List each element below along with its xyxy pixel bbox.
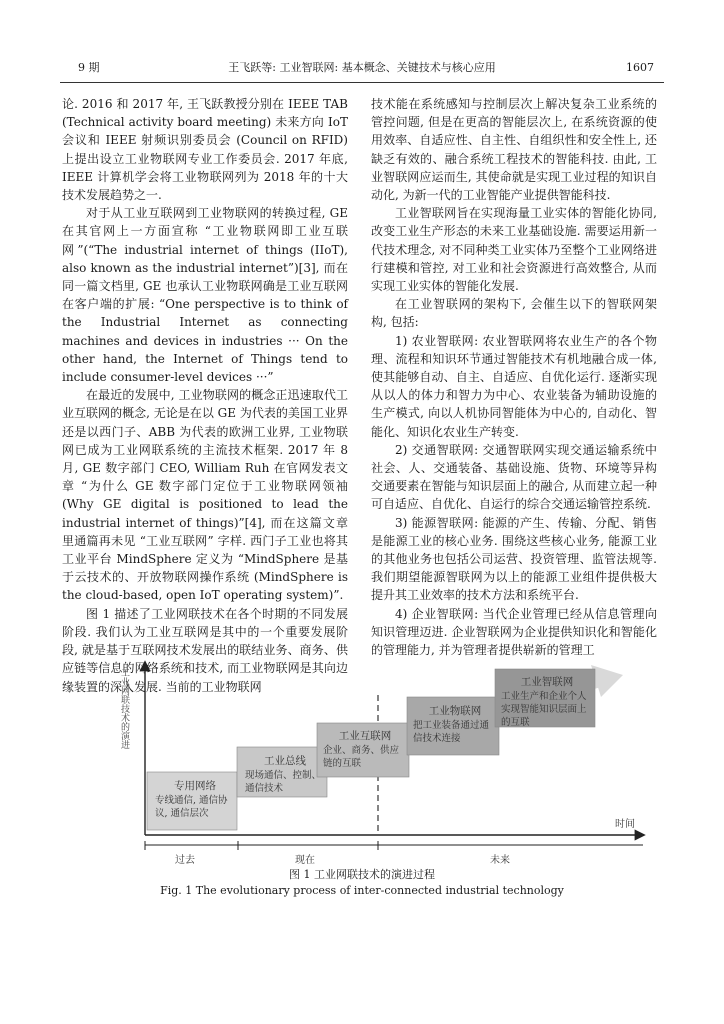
stage-desc: 工业生产和企业个人实现智能知识层面上的互联	[501, 691, 587, 728]
paragraph: 对于从工业互联网到工业物联网的转换过程, GE 在其官网上一方面宣称 “工业物联网即工业互联网”(“The industrial internet of things (IIoT), also known as the industrial internet”)[3], 而在同一篇文档里, GE 也承认工业物联网确是工业互联网在客户端的扩展: “One perspective is to think of the Industrial Internet as connecting machines and devices in industries ··· On the other hand, the Internet of Things tend to include consumer-level devices ···”	[62, 206, 348, 385]
paragraph: 工业智联网旨在实现海量工业实体的智能化协同, 改变工业生产形态的未来工业基础设施. 需要运用新一代技术理念, 对不同种类工业实体乃至整个工业网络进行建模和管控, 对工业和社会资源进行高效整合, 从而实现工业实体的智能化发展.	[371, 206, 657, 294]
right-column	[371, 95, 657, 659]
running-header	[60, 58, 664, 78]
paragraph: 4) 企业智联网: 当代企业管理已经从信息管理向知识管理迈进. 企业智联网为企业提供知识化和智能化的管理能力, 并为管理者提供崭新的管理工	[371, 606, 657, 658]
stage-title: 专用网络	[174, 780, 216, 792]
figure-caption-en: Fig. 1 The evolutionary process of inter-connected industrial technology	[160, 884, 564, 897]
time-label-past: 过去	[175, 855, 195, 866]
stage-title: 工业物联网	[428, 705, 482, 717]
time-label-present: 现在	[295, 855, 315, 866]
left-column	[62, 95, 348, 696]
stage-4	[413, 704, 497, 745]
running-title: 王飞跃等: 工业智联网: 基本概念、关键技术与核心应用	[228, 61, 496, 74]
issue-number: 9 期	[78, 61, 100, 74]
paragraph: 2) 交通智联网: 交通智联网实现交通运输系统中社会、人、交通装备、基础设施、货物、环境等异构交通要素在智能与知识层面上的融合, 从而建立起一种可自适应、自优化、自运行的综合交通运输管控系统.	[371, 442, 657, 512]
stage-title: 工业智联网	[520, 676, 574, 688]
paragraph: 论. 2016 和 2017 年, 王飞跃教授分别在 IEEE TAB (Technical activity board meeting) 未来方向 IoT 会议和 IEEE 射频识别委员会 (Council on RFID) 上提出设立工业物联网专业工作委员会. 2017 年底, IEEE 计算机学会将工业物联网列为 2018 年的十大技术发展趋势之一.	[62, 97, 348, 203]
stage-desc: 企业、商务、供应链的互联	[323, 745, 400, 769]
stage-2	[245, 754, 325, 795]
figure-caption-cn: 图 1 工业网联技术的演进过程	[289, 868, 435, 881]
stage-desc: 专线通信, 通信协议, 通信层次	[155, 795, 228, 819]
paragraph: 在工业智联网的架构下, 会催生以下的智联网架构, 包括:	[371, 297, 657, 330]
stage-3	[323, 729, 407, 770]
stage-title: 工业互联网	[338, 730, 392, 742]
paragraph: 1) 农业智联网: 农业智联网将农业生产的各个物理、流程和知识环节通过智能技术有机地融合成一体, 使其能够自动、自主、自适应、自优化运行. 逐渐实现从以人的体力和智力为中心、农业装备为辅助设施的生产模式, 向以人机协同智能体为中心的, 自动化、智能化、知识化农业生产转变.	[371, 333, 657, 439]
y-axis-label: 工业网联技术的演进	[119, 668, 129, 749]
header-rule	[60, 82, 664, 83]
paragraph: 3) 能源智联网: 能源的产生、传输、分配、销售是能源工业的核心业务. 围绕这些核心业务, 能源工业的其他业务也包括公司运营、投资管理、监管法规等. 我们期望能源智联网为以上的能源工业组件提供极大提升其工业效率的技术方法和系统平台.	[371, 515, 657, 603]
paragraph: 在最近的发展中, 工业物联网的概念正迅速取代工业互联网的概念, 无论是在以 GE 为代表的美国工业界还是以西门子、ABB 为代表的欧洲工业界, 工业物联网已成为工业网联系统的主流技术框架. 2017 年 8 月, GE 数字部门 CEO, William Ruh 在官网发表文章 “为什么 GE 数字部门定位于工业物联网领袖 (Why GE digital is positioned to lead the industrial internet of things)”[4], 而在这篇文章里通篇再未见 “工业互联网” 字样. 西门子工业也将其工业平台 MindSphere 定义为 “MindSphere 是基于云技术的、开放物联网操作系统 (MindSphere is the cloud-based, open IoT operating system)”.	[62, 388, 348, 603]
stage-5	[501, 675, 593, 729]
stage-title: 工业总线	[264, 755, 306, 767]
time-axis-label: 时间	[615, 819, 635, 830]
paragraph: 图 1 描述了工业网联技术在各个时期的不同发展阶段. 我们认为工业互联网是其中的一个重要发展阶段, 就是基于互联网技术发展出的联结业务、商务、供应链等信息的网络系统和技术, 而工业物联网是其向边缘装置的深入发展. 当前的工业物联网	[62, 606, 348, 694]
stage-desc: 现场通信、控制、通信技术	[245, 770, 322, 794]
time-label-future: 未来	[490, 855, 510, 866]
stage-desc: 把工业装备通过通信技术连接	[413, 720, 490, 744]
page-number: 1607	[626, 61, 654, 74]
paragraph: 技术能在系统感知与控制层次上解决复杂工业系统的管控问题, 但是在更高的智能层次上, 在系统资源的使用效率、自适应性、自主性、自组织性和安全性上, 还缺乏有效的、融合系统工程技术的智能科技. 由此, 工业智联网应运而生, 其使命就是实现工业过程的知识自动化, 为新一代的工业智能产业提供智能科技.	[371, 97, 657, 203]
stage-1	[155, 779, 235, 820]
